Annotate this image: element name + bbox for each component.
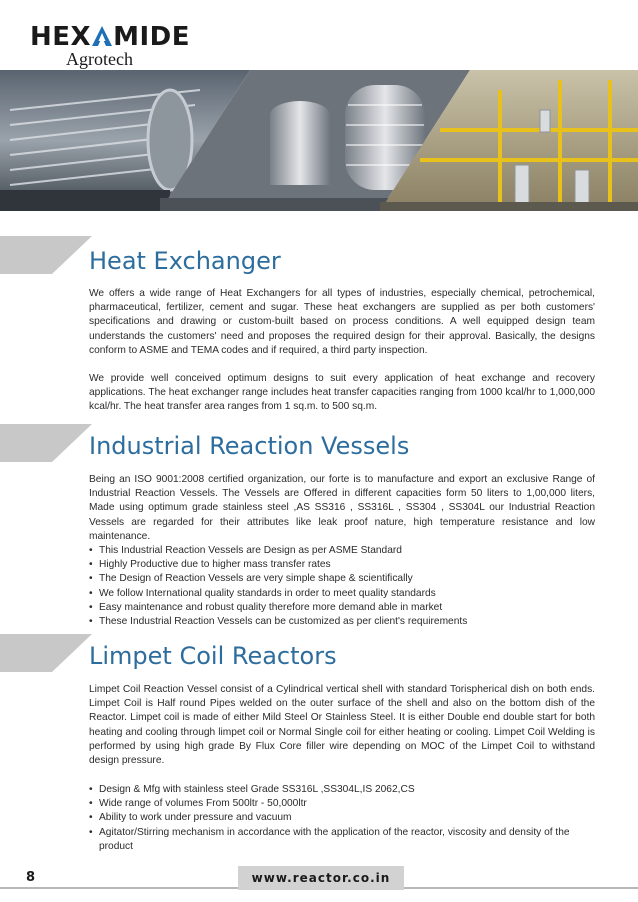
page-number: 8 — [26, 870, 36, 885]
heat-exchanger-paragraph-1: We offers a wide range of Heat Exchangers for all types of industries, especially chemical, petrochemical, pharmaceutical, fertilizer, cement and sugar. These heat exchangers are supplied as per both customers' specifications and drawing or custom-built based on process conditions. A well equipped design team understands the customers' need and proposes the required design for their approval. Basically, the designs conform to ASME and TEMA codes and if required, a third party inspection. — [89, 288, 595, 356]
heat-exchanger-paragraph-2: We provide well conceived optimum designs to suit every application of heat exchange and recovery applications. The heat exchanger range includes heat transfer capacities ranging from 1000 kcal/hr to 1,000,000 kcal/hr. The heat transfer area ranges from 1 sq.m. to 500 sq.m. — [89, 373, 595, 413]
list-item: • These Industrial Reaction Vessels can be customized as per client's requirements — [89, 615, 595, 629]
logo-a-triangle-icon — [91, 25, 113, 47]
reaction-vessels-bullet-list — [89, 544, 595, 629]
list-item: • Highly Productive due to higher mass transfer rates — [89, 558, 595, 572]
section-title-industrial-reaction-vessels: Industrial Reaction Vessels — [89, 432, 410, 460]
company-logo — [30, 22, 200, 72]
list-item: • Easy maintenance and robust quality therefore more demand able in market — [89, 601, 595, 615]
list-item: • Agitator/Stirring mechanism in accordance with the application of the reactor, viscosity and density of the product — [89, 826, 595, 854]
list-item: • The Design of Reaction Vessels are very simple shape & scientifically — [89, 572, 595, 586]
section-marker-triangle — [0, 424, 92, 462]
section-marker-triangle — [0, 236, 92, 274]
section-marker-triangle — [0, 634, 92, 672]
list-item: • Wide range of volumes From 500ltr - 50,000ltr — [89, 797, 595, 811]
list-item: • This Industrial Reaction Vessels are Design as per ASME Standard — [89, 544, 595, 558]
header-banner — [0, 70, 638, 211]
logo-tagline: Agrotech — [66, 49, 133, 69]
limpet-coil-bullet-list — [89, 783, 595, 854]
reaction-vessels-paragraph: Being an ISO 9001:2008 certified organization, our forte is to manufacture and export an exclusive Range of Industrial Reaction Vessels. The Vessels are Offered in different capacities form 50 liters to 1,00,000 liters, Made using optimum grade stainless steel ,AS SS316 , SS316L , SS304 , SS304L our Industrial Reaction Vessels are regarded for their attributes like leak proof nature, high temperature resistance and low maintenance. — [89, 474, 595, 542]
logo-wordmark — [30, 22, 190, 52]
list-item: • Ability to work under pressure and vacuum — [89, 811, 595, 825]
footer-website-link[interactable]: www.reactor.co.in — [251, 871, 391, 885]
section-title-limpet-coil-reactors: Limpet Coil Reactors — [89, 642, 337, 670]
logo-text-right: MIDE — [113, 22, 190, 52]
logo-text-left: HEX — [30, 22, 92, 52]
list-item: • Design & Mfg with stainless steel Grade SS316L ,SS304L,IS 2062,CS — [89, 783, 595, 797]
list-item: • We follow International quality standards in order to meet quality standards — [89, 587, 595, 601]
limpet-coil-paragraph: Limpet Coil Reaction Vessel consist of a Cylindrical vertical shell with standard Torispherical dish on both ends. Limpet Coil is Half round Pipes welded on the outer surface of the shell and also on the bottom dish of the Reactor. Limpet coil is made of either Mild Steel Or Stainless Steel. It is either Double end double start for both heating and cooling through limpet coil or Normal Single coil for either heating or cooling. Limpet Coil Welding is performed by using high grade By Flux Core filler wire depending on MOC of the Limpet Coil to withstand design pressure. — [89, 684, 595, 767]
section-title-heat-exchanger: Heat Exchanger — [89, 247, 281, 275]
